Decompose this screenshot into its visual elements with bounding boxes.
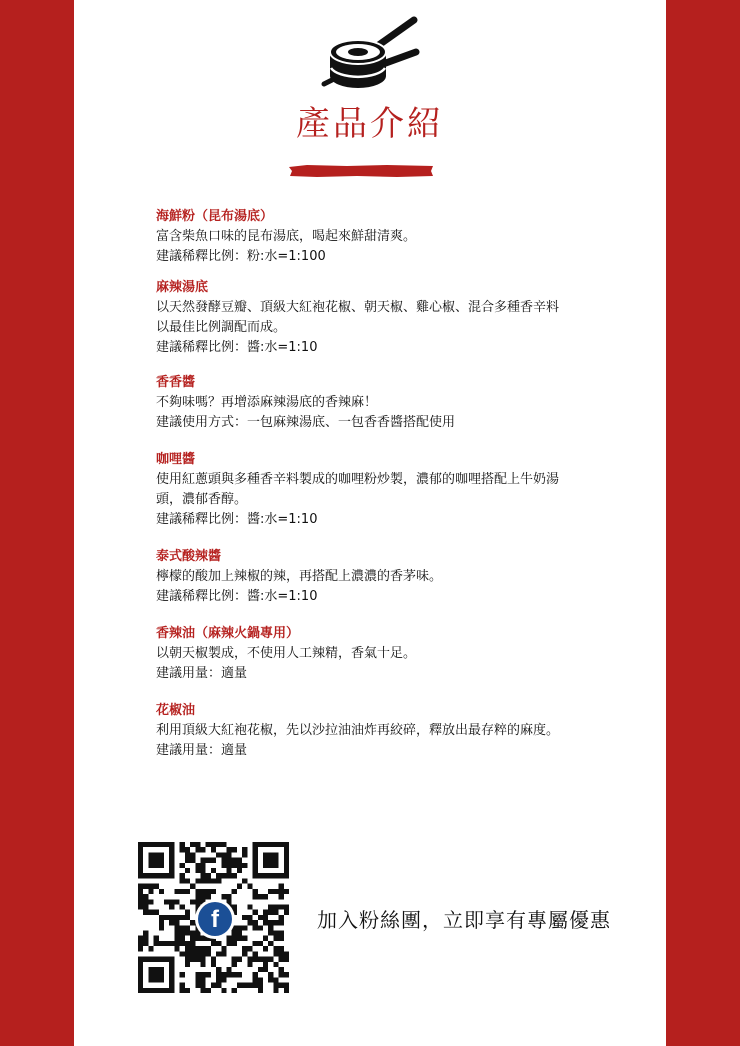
product-description: 富含柴魚口味的昆布湯底，喝起來鮮甜清爽。: [156, 229, 417, 244]
fan-page-cta: 加入粉絲團，立即享有專屬優惠: [317, 908, 611, 932]
product-description: 建議使用方式：一包麻辣湯底、一包香香醬搭配使用: [156, 415, 456, 430]
product-description: 以天然發酵豆瓣、頂級大紅袍花椒、朝天椒、雞心椒、混合多種香辛料: [156, 300, 560, 315]
page-title: 產品介紹: [296, 104, 444, 144]
sushi-chopsticks-icon: [318, 16, 420, 92]
product-name: 麻辣湯底: [156, 280, 209, 295]
product-item: [156, 701, 596, 761]
product-description: 建議稀釋比例：醬:水=1:10: [156, 340, 318, 355]
product-description: 不夠味嗎？再增添麻辣湯底的香辣麻！: [156, 395, 378, 410]
product-description: 建議稀釋比例：醬:水=1:10: [156, 589, 318, 604]
product-item: [156, 450, 596, 530]
product-name: 咖哩醬: [156, 452, 196, 467]
product-item: [156, 373, 596, 433]
product-description: 以最佳比例調配而成。: [156, 320, 287, 335]
product-description: 檸檬的酸加上辣椒的辣，再搭配上濃濃的香茅味。: [156, 569, 443, 584]
facebook-badge: [195, 899, 235, 939]
product-name: 花椒油: [156, 703, 196, 718]
product-item: [156, 207, 596, 267]
product-name: 海鮮粉（昆布湯底）: [156, 209, 274, 224]
product-description: 頭，濃郁香醇。: [156, 492, 248, 507]
product-item: [156, 547, 596, 607]
product-description: 利用頂級大紅袍花椒，先以沙拉油油炸再絞碎，釋放出最存粹的麻度。: [156, 723, 560, 738]
product-name: 香辣油（麻辣火鍋專用）: [156, 626, 300, 641]
product-item: [156, 624, 596, 684]
product-description: 建議稀釋比例：醬:水=1:10: [156, 512, 318, 527]
product-description: 以朝天椒製成，不使用人工辣精，香氣十足。: [156, 646, 417, 661]
product-name: 泰式酸辣醬: [156, 549, 222, 564]
product-description: 建議用量：適量: [156, 666, 248, 681]
product-description: 建議用量：適量: [156, 743, 248, 758]
title-underline-brush: [287, 163, 435, 179]
product-item: [156, 278, 596, 358]
right-red-band: [666, 0, 740, 1046]
facebook-icon: f: [198, 902, 232, 936]
product-description: 建議稀釋比例：粉:水=1:100: [156, 249, 326, 264]
product-description: 使用紅蔥頭與多種香辛料製成的咖哩粉炒製，濃郁的咖哩搭配上牛奶湯: [156, 472, 560, 487]
left-red-band: [0, 0, 74, 1046]
product-name: 香香醬: [156, 375, 196, 390]
